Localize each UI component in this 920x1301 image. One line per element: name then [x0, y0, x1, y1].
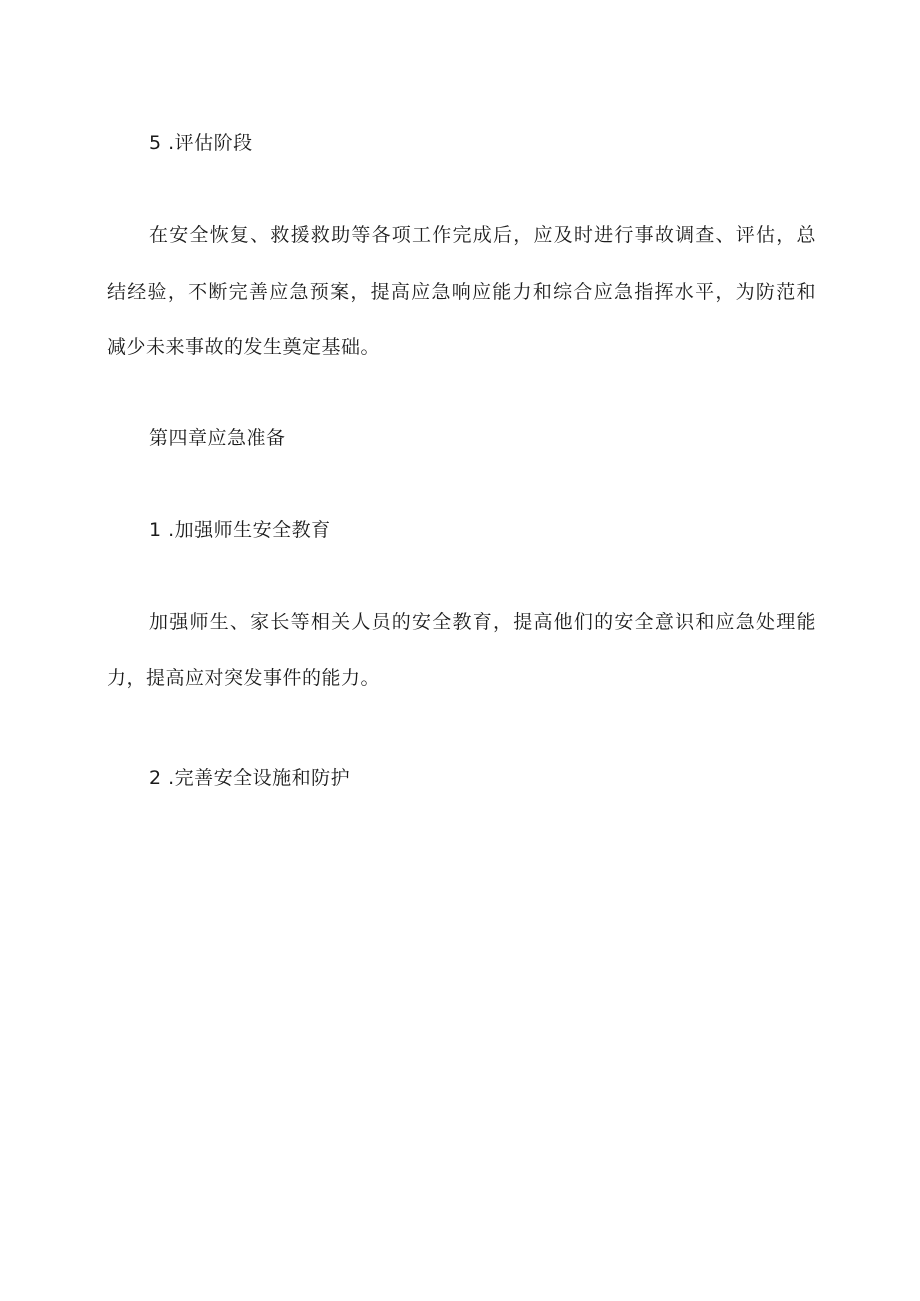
section-heading-evaluation: 5 .评估阶段	[149, 132, 253, 154]
evaluation-paragraph-line-1: 在安全恢复、救援救助等各项工作完成后，应及时进行事故调查、评估，总	[149, 224, 816, 246]
evaluation-paragraph-line-2: 结经验，不断完善应急预案，提高应急响应能力和综合应急指挥水平，为防范和	[107, 281, 816, 303]
evaluation-paragraph-line-3: 减少未来事故的发生奠定基础。	[107, 336, 381, 358]
section-heading-safety-education: 1 .加强师生安全教育	[149, 519, 331, 541]
education-paragraph-line-2: 力，提高应对突发事件的能力。	[107, 667, 381, 689]
section-heading-safety-facilities: 2 .完善安全设施和防护	[149, 767, 351, 789]
chapter-title: 第四章应急准备	[149, 427, 286, 449]
education-paragraph-line-1: 加强师生、家长等相关人员的安全教育，提高他们的安全意识和应急处理能	[149, 611, 816, 633]
